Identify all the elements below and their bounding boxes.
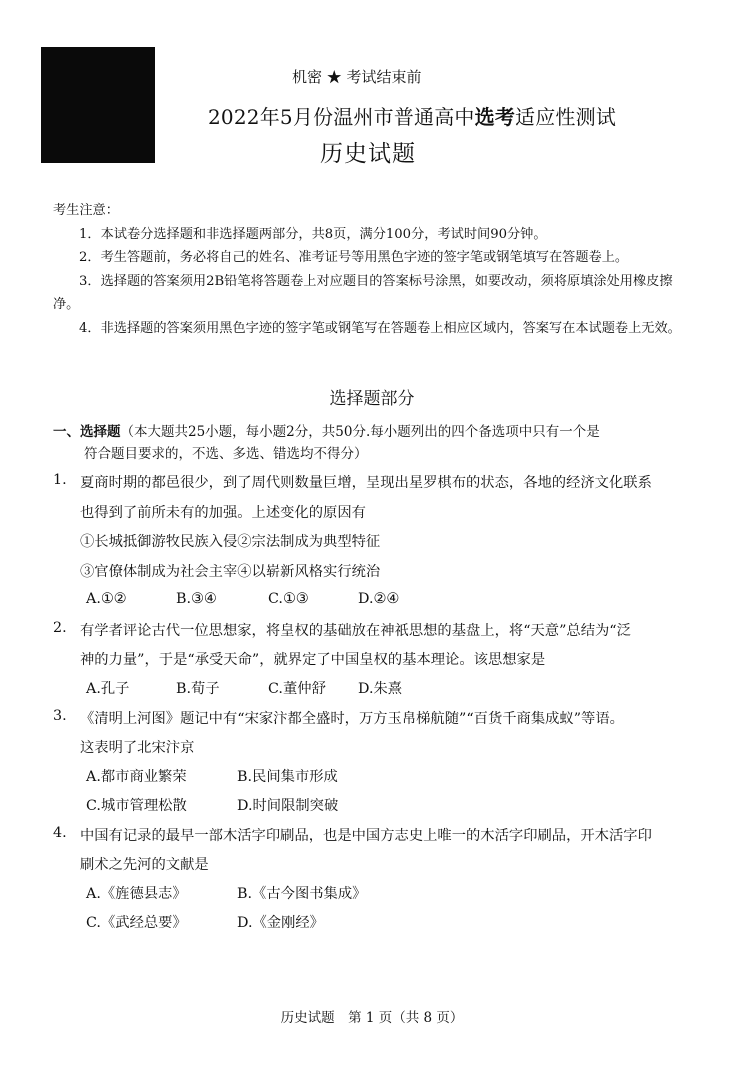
question-stem-line: 这表明了北宋汴京	[80, 740, 195, 756]
question-number: 4.	[53, 825, 67, 841]
option-c[interactable]: C.①③	[268, 591, 309, 607]
section-title: 选择题部分	[329, 389, 415, 409]
option-d[interactable]: D.朱熹	[358, 681, 403, 697]
option-b[interactable]: B.《古今图书集成》	[237, 886, 367, 902]
question-stem-line: ③官僚体制成为社会主宰④以崭新风格实行统治	[80, 564, 381, 580]
option-a[interactable]: A.孔子	[86, 681, 130, 697]
option-d[interactable]: D.②④	[358, 591, 400, 607]
redaction-block	[41, 47, 155, 163]
notes-item-3: 3．选择题的答案须用2B铅笔将答题卷上对应题目的答案标号涂黑，如要改动，须将原填涂处用橡皮擦净。	[53, 273, 673, 312]
notes-item-1: 1．本试卷分选择题和非选择题两部分，共8页，满分100分，考试时间90分钟。	[79, 226, 547, 242]
option-b[interactable]: B.③④	[176, 591, 217, 607]
part-instructions-line2: 符合题目要求的，不选、多选、错选均不得分）	[84, 446, 368, 462]
part-label: 一、选择题	[53, 424, 121, 440]
option-c[interactable]: C.城市管理松散	[86, 798, 187, 814]
question-stem-line: 《清明上河图》题记中有“宋家汴都全盛时，万方玉帛梯航随”“百货千商集成蚁”等语。	[80, 711, 624, 727]
part-instructions-line1: （本大题共25小题，每小题2分，共50分.每小题列出的四个备选项中只有一个是	[120, 424, 600, 440]
notes-heading: 考生注意：	[53, 203, 119, 218]
confidential-label: 机密 ★ 考试结束前	[292, 68, 422, 86]
question-number: 3.	[53, 708, 67, 724]
option-a[interactable]: A.①②	[86, 591, 127, 607]
option-a[interactable]: A.都市商业繁荣	[86, 769, 187, 785]
option-d[interactable]: D.时间限制突破	[237, 798, 339, 814]
question-stem-line: 刷术之先河的文献是	[80, 857, 209, 873]
question-stem-line: ①长城抵御游牧民族入侵②宗法制成为典型特征	[80, 534, 381, 550]
candidate-notes	[53, 199, 693, 340]
exam-title-bold: 选考	[474, 105, 516, 129]
option-a[interactable]: A.《旌德县志》	[86, 886, 187, 902]
part-heading	[53, 421, 693, 465]
question-stem-line: 夏商时期的都邑很少，到了周代则数量巨增，呈现出星罗棋布的状态，各地的经济文化联系	[80, 475, 652, 491]
question-stem-line: 也得到了前所未有的加强。上述变化的原因有	[80, 505, 366, 521]
question-number: 1.	[53, 472, 67, 488]
option-c[interactable]: C.《武经总要》	[86, 915, 187, 931]
question-number: 2.	[53, 620, 67, 636]
question-stem-line: 有学者评论古代一位思想家，将皇权的基础放在神祇思想的基盘上，将“天意”总结为“泛	[80, 623, 631, 639]
page-footer: 历史试题 第 1 页（共 8 页）	[280, 1010, 464, 1026]
notes-item-4: 4．非选择题的答案须用黑色字迹的签字笔或钢笔写在答题卷上相应区域内，答案写在本试题卷上无效。	[79, 320, 681, 336]
exam-title-post: 适应性测试	[515, 105, 617, 129]
option-c[interactable]: C.董仲舒	[268, 681, 326, 697]
notes-item-2: 2．考生答题前，务必将自己的姓名、准考证号等用黑色字迹的签字笔或钢笔填写在答题卷上。	[79, 250, 629, 265]
exam-title-pre: 2022年5月份温州市普通高中	[208, 105, 475, 129]
option-b[interactable]: B.荀子	[176, 681, 220, 697]
question-stem-line: 神的力量”，于是“承受天命”，就界定了中国皇权的基本理论。该思想家是	[80, 652, 546, 668]
exam-title	[208, 101, 616, 130]
subject-title: 历史试题	[320, 141, 416, 167]
option-b[interactable]: B.民间集市形成	[237, 769, 338, 785]
question-stem-line: 中国有记录的最早一部木活字印刷品，也是中国方志史上唯一的木活字印刷品，开木活字印	[80, 828, 652, 844]
option-d[interactable]: D.《金刚经》	[237, 915, 324, 931]
